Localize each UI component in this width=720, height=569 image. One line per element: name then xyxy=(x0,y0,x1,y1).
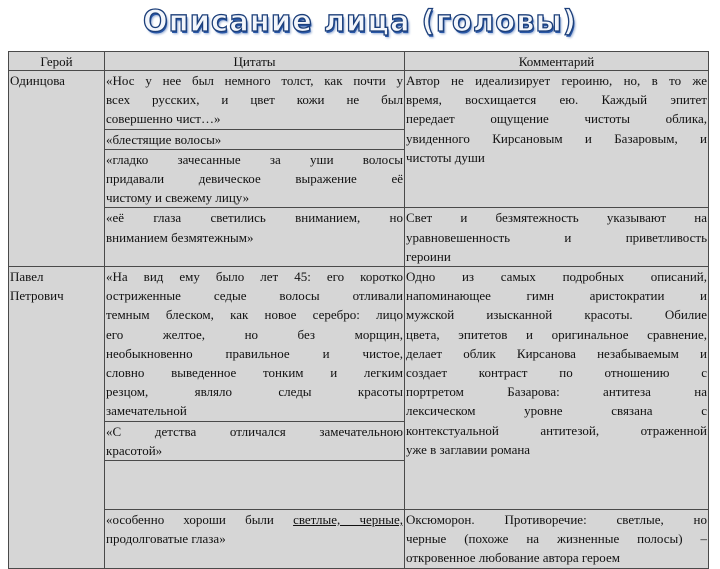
header-hero: Герой xyxy=(9,52,105,71)
empty-cell xyxy=(105,461,405,510)
table-row-pavel-1 xyxy=(9,267,709,422)
underlined-phrase: светлые, черные, xyxy=(293,512,403,528)
description-table xyxy=(8,51,709,569)
comment-pavel-2: Оксюморон. Противоречие: светлые, но черные (похоже на жизненные полосы) – откровенное любование автора героем xyxy=(405,510,709,569)
table-row-pavel-3 xyxy=(9,510,709,569)
quote-odintsova-nose: «Нос у нее был немного толст, как почти у всех русских, и цвет кожи не был совершенно чист…» xyxy=(105,71,405,130)
header-row xyxy=(9,52,709,71)
table-row-odintsova-1 xyxy=(9,71,709,130)
header-quotes: Цитаты xyxy=(105,52,405,71)
quote-pavel-appearance: «На вид ему было лет 45: его коротко остриженные седые волосы отливали темным блеском, как новое серебро: лицо его желтое, но без морщин, необыкновенно правильное и чистое, словно выведенное тонким и легким резцом, являло следы красоты замечательной xyxy=(105,267,405,422)
hero-odintsova: Одинцова xyxy=(9,71,105,267)
hero-pavel: Павел Петрович xyxy=(9,267,105,569)
comment-odintsova-2: Свет и безмятежность указывают на уравновешенность и приветливость героини xyxy=(405,208,709,267)
comment-odintsova-1: Автор не идеализирует героиню, но, в то же время, восхищается ею. Каждый эпитет передает ощущение чистоты облика, увиденного Кирсановым и Базаровым, и чистоты души xyxy=(405,71,709,208)
slide-title: Описание лица (головы) xyxy=(143,4,577,38)
table-row-odintsova-4 xyxy=(9,208,709,267)
quote-odintsova-combed: «гладко зачесанные за уши волосы придавали девическое выражение её чистому и свежему лицу» xyxy=(105,149,405,208)
quote-odintsova-eyes: «её глаза светились вниманием, но вниманием безмятежным» xyxy=(105,208,405,267)
quote-pavel-childhood: «С детства отличался замечательною красотой» xyxy=(105,421,405,460)
header-comment: Комментарий xyxy=(405,52,709,71)
quote-pavel-eyes: «особенно хороши были светлые, черные, продолговатые глаза» xyxy=(105,510,405,569)
quote-odintsova-hair: «блестящие волосы» xyxy=(105,129,405,149)
comment-pavel-1: Одно из самых подробных описаний, напоминающее гимн аристократии и мужской изысканной красоты. Обилие цвета, эпитетов и оригинальное сравнение, делает облик Кирсанова незабываемым и создает контраст по отношению с портретом Базарова: антитеза на лексическом уровне связана с контекстуальной антитезой, отраженной уже в заглавии романа xyxy=(405,267,709,510)
